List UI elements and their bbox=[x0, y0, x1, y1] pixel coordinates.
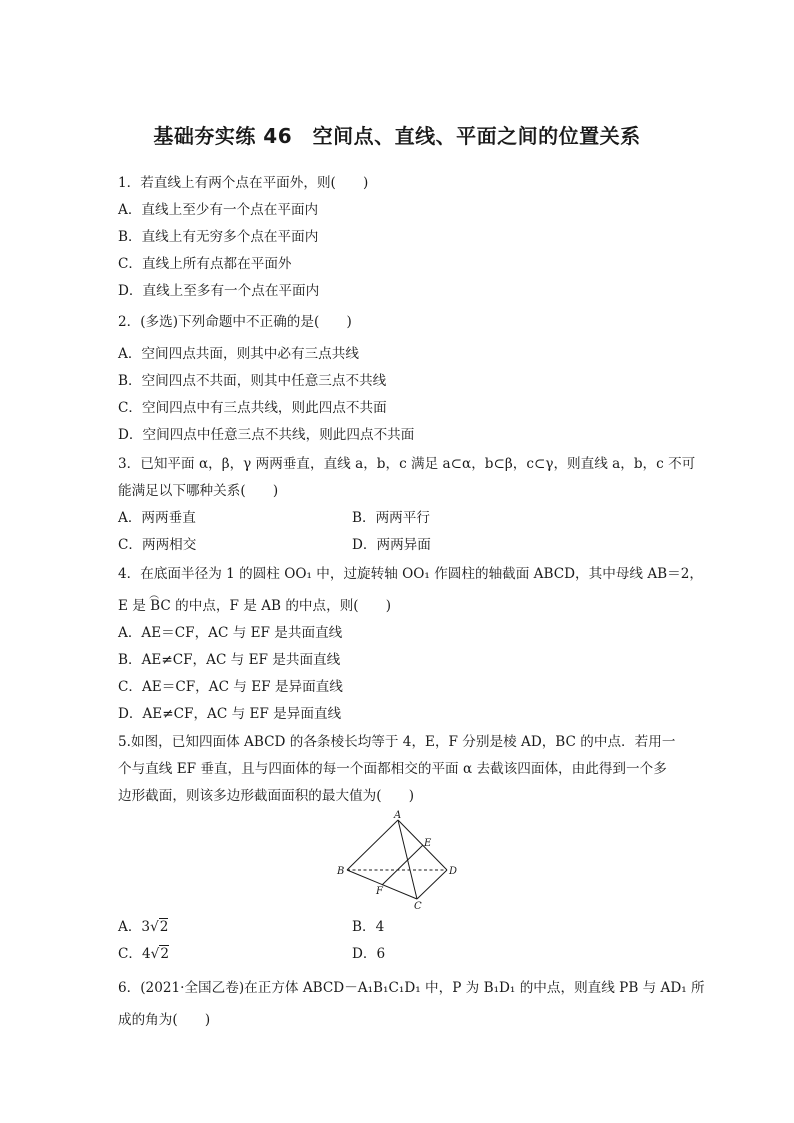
q5-stem-line1: 5.如图，已知四面体 ABCD 的各条棱长均等于 4，E，F 分别是棱 AD，BC 的中点．若用一 bbox=[118, 734, 676, 750]
tetrahedron-figure bbox=[335, 812, 460, 910]
radicand: 2 bbox=[160, 946, 169, 962]
q5-option-c-text: C．4 bbox=[118, 946, 151, 962]
q1-option-b: B．直线上有无穷多个点在平面内 bbox=[118, 229, 319, 245]
q5-stem-line2: 个与直线 EF 垂直，且与四面体的每一个面都相交的平面 α 去截该四面体，由此得到一个多 bbox=[118, 761, 667, 777]
q4-option-b: B．AE≠CF，AC 与 EF 是共面直线 bbox=[118, 652, 341, 668]
arc-mark: ︵ bbox=[149, 590, 160, 601]
q2-stem: 2．(多选)下列命题中不正确的是( ) bbox=[118, 314, 352, 330]
label-e: E bbox=[424, 838, 432, 849]
q3-option-b: B．两两平行 bbox=[352, 510, 430, 526]
label-c: C bbox=[414, 901, 422, 912]
q1-option-a: A．直线上至少有一个点在平面内 bbox=[118, 202, 319, 218]
q6-stem-line2: 成的角为( ) bbox=[118, 1012, 211, 1028]
radical-sign: √ bbox=[150, 919, 159, 935]
q2-option-d: D．空间四点中任意三点不共线，则此四点不共面 bbox=[118, 427, 415, 443]
q2-option-b: B．空间四点不共面，则其中任意三点不共线 bbox=[118, 373, 387, 389]
segment-ef bbox=[382, 845, 423, 885]
q2-option-c: C．空间四点中有三点共线，则此四点不共面 bbox=[118, 400, 387, 416]
q4-stem-line2-pre: E 是 bbox=[118, 598, 151, 614]
q5-option-b: B．4 bbox=[352, 919, 385, 935]
q3-stem-line2: 能满足以下哪种关系( ) bbox=[118, 483, 279, 499]
label-a: A bbox=[394, 810, 402, 821]
q2-option-a: A．空间四点共面，则其中必有三点共线 bbox=[118, 346, 359, 362]
q4-stem-line2 bbox=[118, 590, 392, 615]
q1-option-d: D．直线上至多有一个点在平面内 bbox=[118, 283, 320, 299]
q4-option-a: A．AE＝CF，AC 与 EF 是共面直线 bbox=[118, 625, 343, 641]
label-b: B bbox=[337, 866, 345, 877]
page-title: 基础夯实练 46 空间点、直线、平面之间的位置关系 bbox=[153, 124, 641, 148]
label-f: F bbox=[376, 886, 383, 897]
q4-option-c: C．AE＝CF，AC 与 EF 是异面直线 bbox=[118, 679, 343, 695]
edge-cd bbox=[417, 870, 447, 899]
edge-ab bbox=[347, 820, 398, 870]
q4-stem-line1: 4．在底面半径为 1 的圆柱 OO₁ 中，过旋转轴 OO₁ 作圆柱的轴截面 ABCD，其中母线 AB＝2， bbox=[118, 566, 703, 582]
q4-option-d: D．AE≠CF，AC 与 EF 是异面直线 bbox=[118, 706, 342, 722]
q5-option-a-text: A．3 bbox=[118, 919, 151, 935]
q3-option-c: C．两两相交 bbox=[118, 537, 197, 553]
q1-stem: 1．若直线上有两个点在平面外，则( ) bbox=[118, 175, 369, 191]
arc-bc-label: BC bbox=[150, 598, 171, 614]
q3-option-a: A．两两垂直 bbox=[118, 510, 196, 526]
q5-stem-line3: 边形截面，则该多边形截面面积的最大值为( ) bbox=[118, 788, 415, 804]
tetrahedron-svg bbox=[335, 812, 460, 910]
q3-stem-line1: 3．已知平面 α，β，γ 两两垂直，直线 a，b，c 满足 a⊂α，b⊂β，c⊂γ，则直线 a，b，c 不可 bbox=[118, 456, 696, 472]
q5-option-c bbox=[118, 945, 169, 963]
radicand: 2 bbox=[159, 919, 169, 935]
q1-option-c: C．直线上所有点都在平面外 bbox=[118, 256, 292, 272]
radical-sign: √ bbox=[150, 946, 160, 962]
q3-option-d: D．两两异面 bbox=[352, 537, 431, 553]
q6-stem-line1: 6．(2021·全国乙卷)在正方体 ABCD－A₁B₁C₁D₁ 中，P 为 B₁D₁ 的中点，则直线 PB 与 AD₁ 所 bbox=[118, 980, 705, 996]
q5-option-a bbox=[118, 918, 168, 936]
label-d: D bbox=[449, 866, 458, 877]
q5-option-d: D．6 bbox=[352, 946, 386, 962]
arc-bc bbox=[149, 590, 171, 615]
q4-stem-line2-post: 的中点，F 是 AB 的中点，则( ) bbox=[170, 598, 392, 614]
